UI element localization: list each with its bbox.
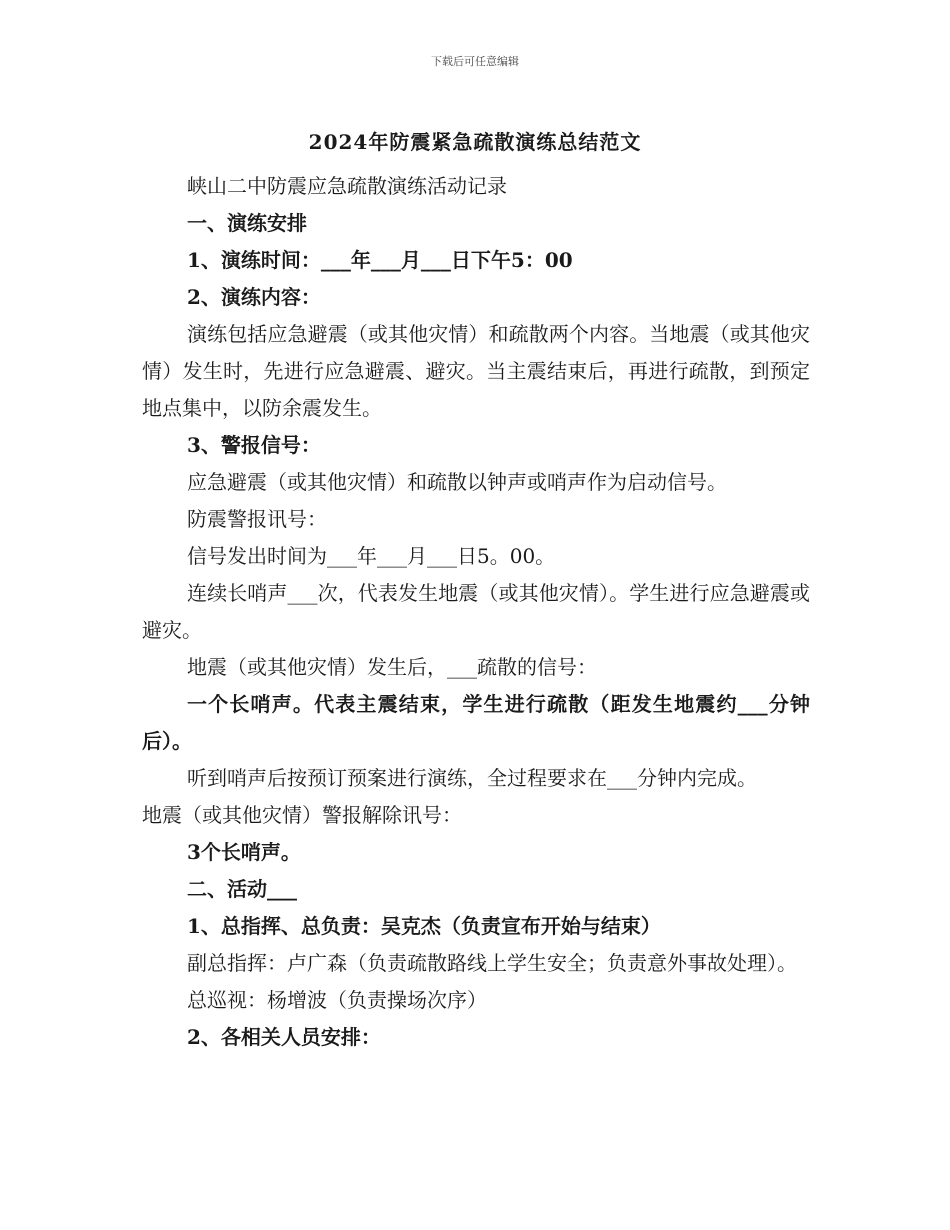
heading-activity: 二、活动___: [187, 877, 297, 901]
paragraph-commander: 1、总指挥、总负责：吴克杰（负责宣布开始与结束）: [187, 914, 661, 938]
paragraph-signal-time: 信号发出时间为___年___月___日5。00。: [187, 544, 556, 568]
paragraph-three-whistles: 3个长哨声。: [187, 840, 301, 864]
paragraph-evacuation-signal: 地震（或其他灾情）发生后，___疏散的信号：: [187, 655, 597, 679]
paragraph-deputy-commander: 副总指挥：卢广森（负责疏散路线上学生安全；负责意外事故处理）。: [187, 951, 797, 975]
heading-drill-arrangement: 一、演练安排: [187, 211, 307, 235]
paragraph-complete-time: 听到哨声后按预订预案进行演练，全过程要求在___分钟内完成。: [187, 766, 757, 790]
page-header: 下载后可任意编辑: [431, 55, 519, 68]
paragraph-alarm-release: 地震（或其他灾情）警报解除讯号：: [142, 803, 462, 827]
paragraph-patrol: 总巡视：杨增波（负责操场次序）: [187, 988, 487, 1012]
paragraph-alarm-label: 防震警报讯号：: [187, 507, 327, 531]
heading-drill-content: 2、演练内容：: [187, 285, 321, 309]
paragraph-long-whistle: 连续长哨声___次，代表发生地震（或其他灾情）。学生进行应急避震或避灾。: [142, 581, 810, 642]
heading-drill-time: 1、演练时间：___年___月___日下午5：00: [187, 248, 573, 272]
document-body: [142, 168, 810, 1056]
paragraph-one-whistle: 一个长哨声。代表主震结束，学生进行疏散（距发生地震约___分钟后）。: [142, 692, 810, 753]
heading-alarm-signal: 3、警报信号：: [187, 433, 321, 457]
paragraph-record-title: 峡山二中防震应急疏散演练活动记录: [187, 174, 507, 198]
heading-staff-arrangement: 2、各相关人员安排：: [187, 1025, 381, 1049]
paragraph-drill-content: 演练包括应急避震（或其他灾情）和疏散两个内容。当地震（或其他灾情）发生时，先进行应急避震、避灾。当主震结束后，再进行疏散，到预定地点集中，以防余震发生。: [142, 322, 810, 420]
document-title: 2024年防震紧急疏散演练总结范文: [308, 130, 642, 154]
paragraph-start-signal: 应急避震（或其他灾情）和疏散以钟声或哨声作为启动信号。: [187, 470, 727, 494]
